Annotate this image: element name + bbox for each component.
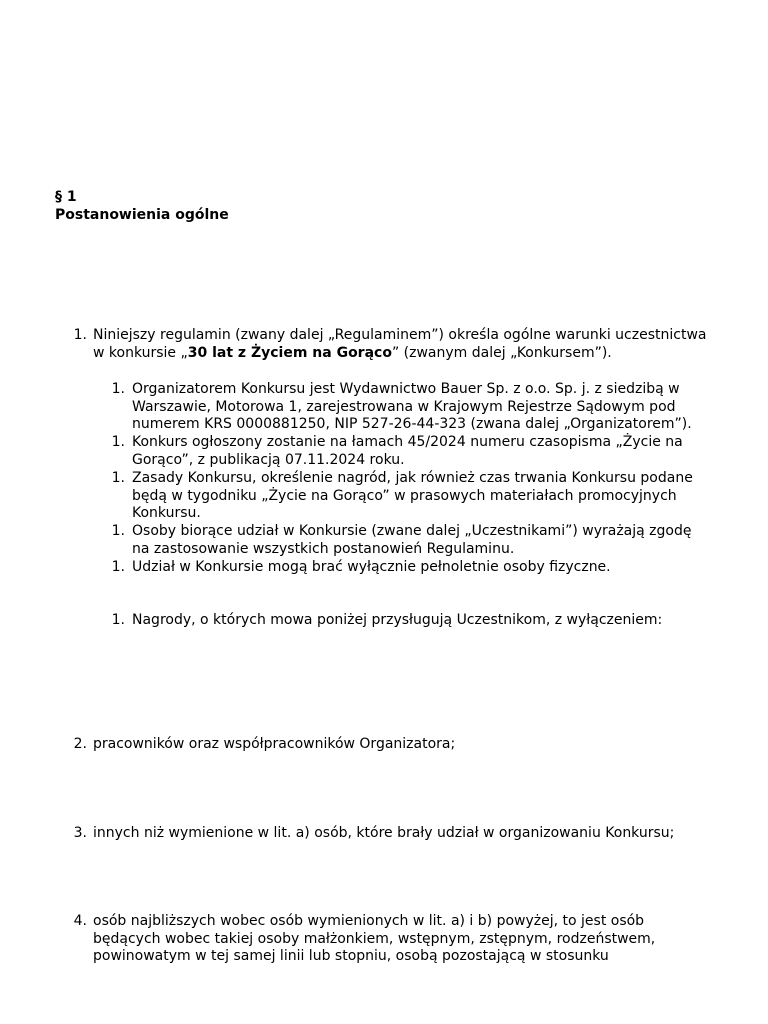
list-item-number: 1.	[73, 327, 87, 343]
list-item	[108, 559, 710, 577]
section-heading	[55, 188, 229, 224]
list-item	[108, 470, 710, 523]
list-item-text: Osoby biorące udział w Konkursie (zwane dalej „Uczestnikami”) wyrażają zgodę na zastosowanie wszystkich postanowień Regulaminu.	[132, 523, 692, 557]
list-item-number: 4.	[73, 913, 87, 929]
section-title: Postanowienia ogólne	[55, 207, 229, 223]
list-item-text: Organizatorem Konkursu jest Wydawnictwo Bauer Sp. z o.o. Sp. j. z siedzibą w Warszawie, Motorowa 1, zarejestrowana w Krajowym Rejestrze Sądowym pod numerem KRS 0000881250, NIP 527-26-44-323 (zwana dalej „Organizatorem”).	[132, 381, 692, 433]
list-item	[108, 523, 710, 558]
list-item	[70, 913, 710, 966]
list-item-text: osób najbliższych wobec osób wymienionych w lit. a) i b) powyżej, to jest osób będących wobec takiej osoby małżonkiem, wstępnym, zstępnym, rodzeństwem, powinowatym w tej samej linii lub stopniu, osobą pozostającą w stosunku	[93, 913, 656, 965]
list-item-number: 1.	[111, 470, 125, 486]
list-item	[70, 825, 710, 843]
list-item-number: 3.	[73, 825, 87, 841]
list-item	[70, 327, 710, 362]
contest-name: 30 lat z Życiem na Gorąco	[187, 344, 392, 361]
list-item-number: 1.	[111, 381, 125, 397]
list-item	[70, 736, 710, 754]
list-item	[108, 434, 710, 469]
list-item-number: 1.	[111, 559, 125, 575]
list-item-text: Nagrody, o których mowa poniżej przysługują Uczestnikom, z wyłączeniem:	[132, 612, 663, 628]
section-number: § 1	[55, 189, 77, 205]
list-item-text: Niniejszy regulamin (zwany dalej „Regulaminem”) określa ogólne warunki uczestnictwa w konkursie „30 lat z Życiem na Gorąco” (zwanym dalej „Konkursem”).	[93, 327, 707, 361]
list-item-number: 1.	[111, 434, 125, 450]
list-item-number: 2.	[73, 736, 87, 752]
list-item-text: Zasady Konkursu, określenie nagród, jak również czas trwania Konkursu podane będą w tygodniku „Życie na Gorąco” w prasowych materiałach promocyjnych Konkursu.	[132, 470, 693, 522]
list-item	[108, 612, 710, 630]
list-item-text: Udział w Konkursie mogą brać wyłącznie pełnoletnie osoby fizyczne.	[132, 559, 611, 575]
list-item-text: Konkurs ogłoszony zostanie na łamach 45/2024 numeru czasopisma „Życie na Gorąco”, z publikacją 07.11.2024 roku.	[132, 434, 683, 468]
list-item	[108, 381, 710, 434]
list-item-number: 1.	[111, 612, 125, 628]
list-item-number: 1.	[111, 523, 125, 539]
list-item-text: innych niż wymienione w lit. a) osób, które brały udział w organizowaniu Konkursu;	[93, 825, 675, 841]
list-item-text: pracowników oraz współpracowników Organizatora;	[93, 736, 456, 752]
